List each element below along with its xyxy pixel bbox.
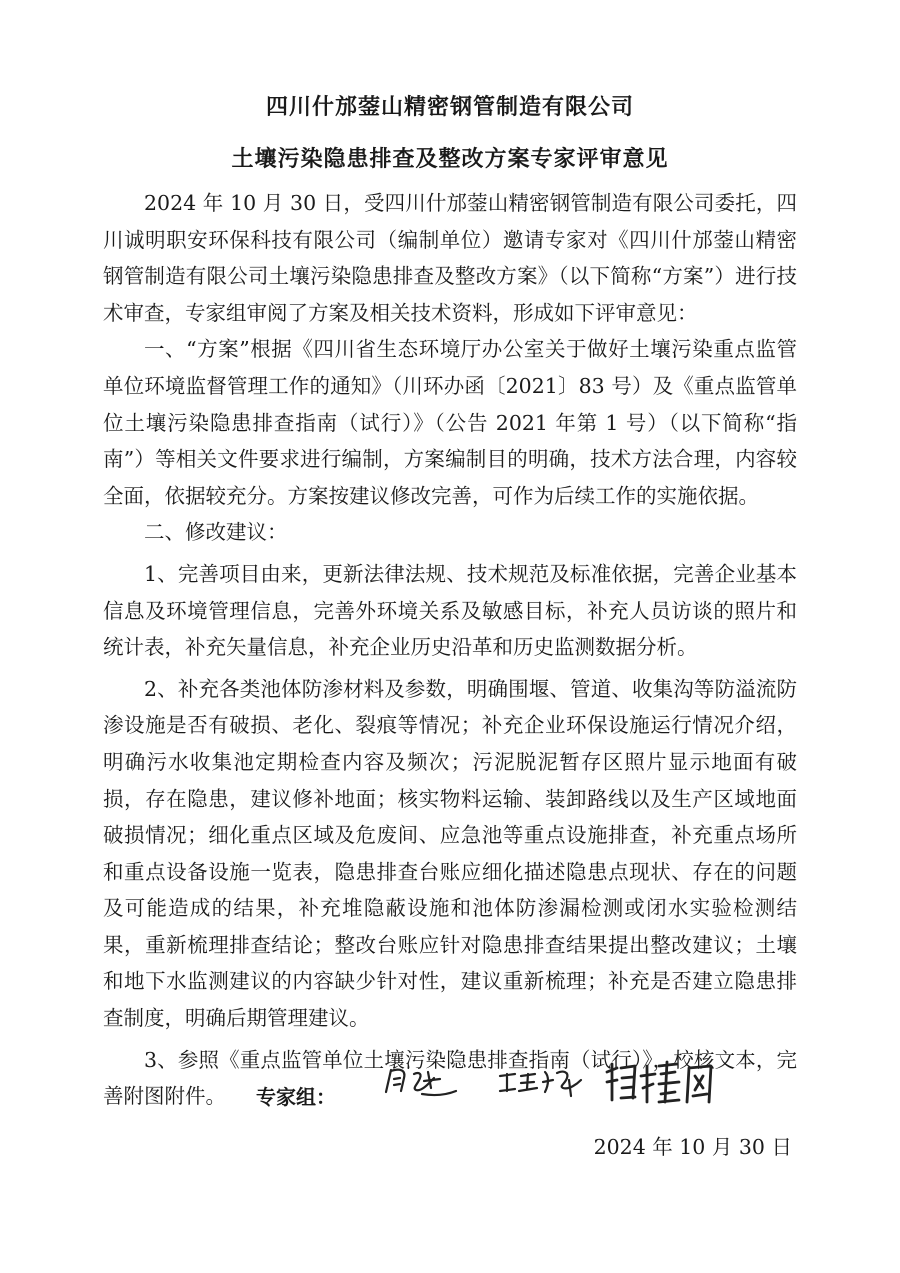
section-1-paragraph: 一、“方案”根据《四川省生态环境厅办公室关于做好土壤污染重点监管单位环境监督管理工作的通知》（川环办函〔2021〕83 号）及《重点监管单位土壤污染隐患排查指南（试行）》（公告 2021 年第 1 号）（以下简称“指南”）等相关文件要求进行编制，方案编制目的明确，技术方法合理，内容较全面，依据较充分。方案按建议修改完善，可作为后续工作的实施依据。 xyxy=(103,337,797,508)
document-body xyxy=(103,185,797,1115)
intro-paragraph: 2024 年 10 月 30 日，受四川什邡蓥山精密钢管制造有限公司委托，四川诚明职安环保科技有限公司（编制单位）邀请专家对《四川什邡蓥山精密钢管制造有限公司土壤污染隐患排查及整改方案》（以下简称“方案”）进行技术审查，专家组审阅了方案及相关技术资料，形成如下评审意见： xyxy=(103,191,797,325)
suggestion-item-3: 3、参照《重点监管单位土壤污染隐患排查指南（试行）》，校核文本，完善附图附件。 xyxy=(103,1047,797,1109)
document-title: 土壤污染隐患排查及整改方案专家评审意见 xyxy=(231,147,669,172)
signing-date: 2024 年 10 月 30 日 xyxy=(593,1135,792,1159)
section-2-heading: 二、修改建议： xyxy=(144,520,288,545)
suggestion-item-2: 2、补充各类池体防渗材料及参数，明确围堰、管道、收集沟等防溢流防渗设施是否有破损、老化、裂痕等情况；补充企业环保设施运行情况介绍，明确污水收集池定期检查内容及频次；污泥脱泥暂存区照片显示地面有破损，存在隐患，建议修补地面；核实物料运输、装卸路线以及生产区域地面破损情况；细化重点区域及危废间、应急池等重点设施排查，补充重点场所和重点设备设施一览表，隐患排查台账应细化描述隐患点现状、存在的问题及可能造成的结果，补充堆隐蔽设施和池体防渗漏检测或闭水实验检测结果，重新梳理排查结论；整改台账应针对隐患排查结果提出整改建议；土壤和地下水监测建议的内容缺少针对性，建议重新梳理；补充是否建立隐患排查制度，明确后期管理建议。 xyxy=(103,676,797,1031)
signature-row xyxy=(0,1058,900,1118)
suggestion-item-1: 1、完善项目由来，更新法律法规、技术规范及标准依据，完善企业基本信息及环境管理信息，完善外环境关系及敏感目标，补充人员访谈的照片和统计表，补充矢量信息，补充企业历史沿革和历史监测数据分析。 xyxy=(103,561,797,660)
handwritten-signature-3 xyxy=(603,1058,725,1110)
company-title: 四川什邡蓥山精密钢管制造有限公司 xyxy=(265,95,634,120)
handwritten-signature-1 xyxy=(382,1064,462,1100)
expert-group-label: 专家组： xyxy=(256,1085,336,1109)
handwritten-signature-2 xyxy=(497,1064,587,1100)
